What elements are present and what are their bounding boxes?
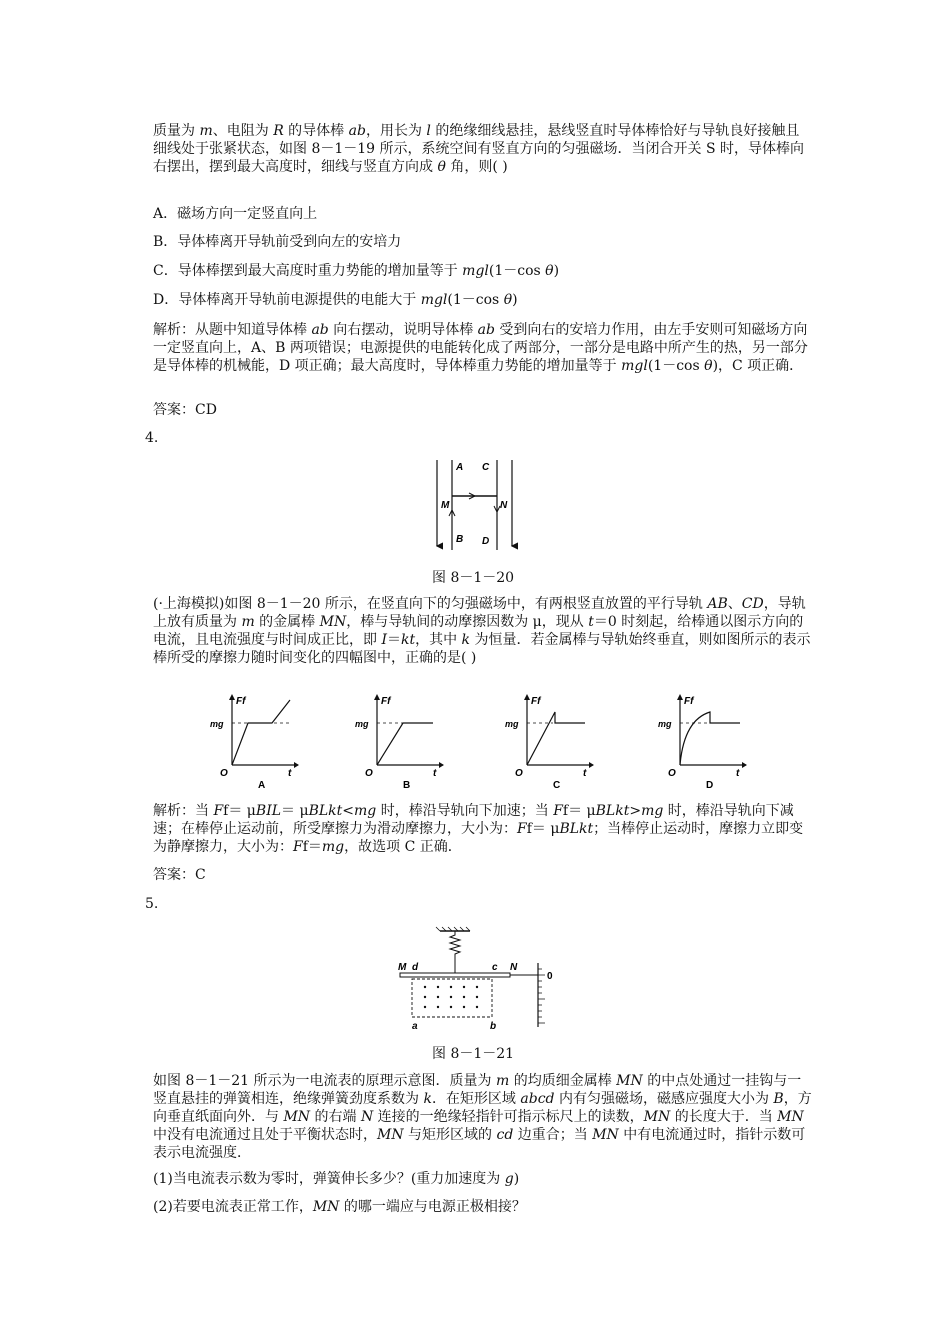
math-var: mg bbox=[321, 839, 345, 855]
text-run: 内有匀强磁场，磁感应强度大小为 bbox=[554, 1091, 774, 1107]
text-run: < bbox=[342, 803, 355, 819]
math-var: F bbox=[293, 839, 303, 855]
text-run: 解析：从题中知道导体棒 bbox=[153, 322, 312, 338]
text-run: f＝ μ bbox=[526, 821, 560, 837]
label-n: N bbox=[510, 962, 518, 973]
q3-option-b bbox=[153, 233, 813, 251]
text-run: 的绝缘细线悬挂，悬线竖直时导体棒恰好与导轨良好接触且细线处于张紧状态，如图 8－1－19 所示，系统空间有竖直方向的匀强磁场．当闭合开关 S 时，导体棒向右摆出，摆到最大高度时，细线与竖直方向成 bbox=[153, 123, 805, 175]
math-var: BIL bbox=[255, 803, 282, 819]
q3-option-d bbox=[153, 291, 813, 309]
math-var: CD bbox=[741, 596, 764, 612]
math-var: R bbox=[273, 123, 284, 139]
text-run: C．导体棒摆到最大高度时重力势能的增加量等于 bbox=[153, 263, 463, 279]
spring-icon bbox=[450, 931, 460, 973]
label-m: M bbox=[441, 500, 450, 511]
graph-b-ff: Ff bbox=[381, 696, 391, 707]
text-run: 的中点处通过一挂钩与一竖直悬挂的弹簧相连，绝缘弹簧劲度系数为 bbox=[153, 1073, 802, 1107]
text-run: ；当棒停止运动时，摩擦力立即变为静摩擦力，大小为： bbox=[153, 821, 804, 855]
math-var: F bbox=[517, 821, 527, 837]
text-run: ，导轨上放有质量为 bbox=[153, 596, 806, 630]
text-run: (1－cos bbox=[488, 263, 546, 279]
text-run: 与矩形区域的 bbox=[403, 1127, 497, 1143]
math-var: θ bbox=[437, 159, 446, 175]
math-var: t bbox=[588, 614, 594, 630]
math-var: mgl bbox=[621, 358, 648, 374]
text-run: ，棒与导轨间的动摩擦因数为 μ，现从 bbox=[346, 614, 589, 630]
math-var: k bbox=[423, 1091, 432, 1107]
text-run: 的金属棒 bbox=[254, 614, 320, 630]
text-run: (1)当电流表示数为零时，弹簧伸长多少？(重力加速度为 bbox=[153, 1171, 505, 1187]
math-var: ab bbox=[348, 123, 366, 139]
math-var: mg bbox=[354, 803, 377, 819]
graph-d-letter: D bbox=[706, 780, 714, 790]
q5-figure-caption: 图 8－1－21 bbox=[432, 1046, 515, 1062]
text-run: 时，棒沿导轨向下减速；在棒停止运动前，所受摩擦力为滑动摩擦力，大小为： bbox=[153, 803, 794, 837]
text-run: ) bbox=[512, 292, 518, 308]
text-run: 边重合；当 bbox=[513, 1127, 593, 1143]
q5-number: 5. bbox=[145, 896, 159, 912]
graph-c-o: O bbox=[515, 768, 523, 779]
math-var: θ bbox=[704, 358, 713, 374]
math-var: MN bbox=[283, 1109, 311, 1125]
text-run: 的哪一端应与电源正极相接？ bbox=[339, 1199, 526, 1215]
text-run: 向右摆动，说明导体棒 bbox=[328, 322, 478, 338]
text-run: f＝ μ bbox=[562, 803, 596, 819]
text-run: B．导体棒离开导轨前受到向左的安培力 bbox=[153, 234, 402, 250]
text-run: 中没有电流通过且处于平衡状态时， bbox=[153, 1127, 377, 1143]
graph-d-t: t bbox=[736, 768, 740, 779]
field-dots bbox=[424, 986, 478, 1008]
q4-figure-rails bbox=[425, 458, 525, 552]
math-var: BLkt bbox=[308, 803, 343, 819]
graph-c-letter: C bbox=[553, 780, 561, 790]
text-run: 连接的一绝缘轻指针可指示标尺上的读数， bbox=[373, 1109, 644, 1125]
math-var: MN bbox=[643, 1109, 671, 1125]
graph-a-ff: Ff bbox=[236, 696, 246, 707]
graph-a bbox=[210, 694, 299, 790]
math-var: ab bbox=[477, 322, 495, 338]
label-zero: 0 bbox=[547, 971, 553, 982]
math-var: F bbox=[213, 803, 224, 819]
graph-b-mg: mg bbox=[355, 719, 369, 729]
math-var: mg bbox=[641, 803, 664, 819]
graph-b-t: t bbox=[433, 768, 437, 779]
q4-number: 4. bbox=[145, 430, 159, 446]
q3-answer: 答案：CD bbox=[153, 402, 217, 418]
label-b: b bbox=[490, 1021, 497, 1030]
text-run: 如图 8－1－21 所示为一电流表的原理示意图．质量为 bbox=[153, 1073, 496, 1089]
math-var: l bbox=[426, 123, 431, 139]
text-run: 的长度大于．当 bbox=[670, 1109, 778, 1125]
text-run: ，用长为 bbox=[365, 123, 427, 139]
math-var: cd bbox=[496, 1127, 514, 1143]
text-run: f＝ bbox=[302, 839, 322, 855]
text-run: ．在矩形区域 bbox=[431, 1091, 521, 1107]
math-var: θ bbox=[545, 263, 554, 279]
label-a: a bbox=[412, 1021, 418, 1030]
field-region bbox=[412, 979, 492, 1017]
label-d: D bbox=[482, 536, 490, 547]
graph-a-o: O bbox=[220, 768, 228, 779]
math-var: MN bbox=[777, 1109, 804, 1125]
q4-figure-caption: 图 8－1－20 bbox=[432, 570, 515, 586]
math-var: MN bbox=[377, 1127, 404, 1143]
graph-a-letter: A bbox=[258, 780, 266, 790]
text-run: 的均质细金属棒 bbox=[509, 1073, 617, 1089]
graph-d bbox=[658, 694, 747, 790]
math-var: MN bbox=[319, 614, 347, 630]
q4-stem bbox=[153, 595, 813, 667]
math-var: AB bbox=[707, 596, 728, 612]
label-c: C bbox=[482, 462, 490, 473]
text-run: 中有电流通过时，指针示数可表示电流强度． bbox=[153, 1127, 806, 1161]
math-var: θ bbox=[503, 292, 513, 308]
q4-answer: 答案：C bbox=[153, 867, 206, 883]
q5-figure bbox=[392, 925, 562, 1030]
text-run: ，故选项 C 正确． bbox=[344, 839, 462, 855]
math-var: g bbox=[504, 1171, 514, 1187]
label-c: c bbox=[492, 962, 498, 973]
math-var: m bbox=[241, 614, 255, 630]
text-run: 时，棒沿导轨向下加速；当 bbox=[376, 803, 554, 819]
text-run: D．导体棒离开导轨前电源提供的电能大于 bbox=[153, 292, 421, 308]
graph-a-mg: mg bbox=[210, 719, 224, 729]
text-run: > bbox=[629, 803, 642, 819]
math-var: ab bbox=[311, 322, 329, 338]
math-var: MN bbox=[616, 1073, 643, 1089]
math-var: MN bbox=[592, 1127, 619, 1143]
text-run: f＝ μ bbox=[223, 803, 256, 819]
text-run: (·上海模拟)如图 8－1－20 所示，在竖直向下的匀强磁场中，有两根竖直放置的平行导轨 bbox=[153, 596, 708, 612]
math-var: m bbox=[199, 123, 213, 139]
text-run: 的导体棒 bbox=[283, 123, 349, 139]
q5-stem bbox=[153, 1072, 813, 1162]
text-run: ＝ bbox=[386, 632, 401, 648]
text-run: 质量为 bbox=[153, 123, 200, 139]
text-run: 、 bbox=[727, 596, 742, 612]
graph-d-mg: mg bbox=[658, 719, 672, 729]
graph-b-letter: B bbox=[403, 780, 411, 790]
math-var: BLkt bbox=[559, 821, 594, 837]
label-a: A bbox=[456, 462, 464, 473]
text-run: 解析：当 bbox=[153, 803, 214, 819]
graph-c bbox=[505, 694, 594, 790]
graph-c-mg: mg bbox=[505, 719, 519, 729]
graph-b bbox=[355, 694, 444, 790]
text-run: 、电阻为 bbox=[212, 123, 274, 139]
q3-stem bbox=[153, 122, 813, 176]
label-m: M bbox=[398, 962, 407, 973]
math-var: N bbox=[360, 1109, 374, 1125]
math-var: mgl bbox=[462, 263, 489, 279]
math-var: F bbox=[553, 803, 563, 819]
label-n: N bbox=[500, 500, 508, 511]
q4-graphs bbox=[200, 690, 760, 790]
text-run: )，C 项正确． bbox=[712, 358, 804, 374]
q4-analysis bbox=[153, 802, 813, 856]
math-var: mgl bbox=[420, 292, 448, 308]
text-run: 的右端 bbox=[310, 1109, 361, 1125]
q3-option-c bbox=[153, 262, 813, 280]
text-run: (1－cos bbox=[447, 292, 504, 308]
text-run: 受到向右的安培力作用，由左手安则可知磁场方向一定竖直向上，A、B 两项错误；电源提供的电能转化成了两部分，一部分是电路中所产生的热，另一部分是导体棒的机械能，D 项正确；最大高度时，导体棒重力势能的增加量等于 bbox=[153, 322, 808, 374]
graph-c-ff: Ff bbox=[531, 696, 541, 707]
math-var: k bbox=[461, 632, 471, 648]
rod-mn bbox=[400, 973, 510, 977]
math-var: BLkt bbox=[595, 803, 630, 819]
math-var: B bbox=[773, 1091, 784, 1107]
q3-option-a bbox=[153, 205, 813, 223]
math-var: I bbox=[381, 632, 387, 648]
label-d: d bbox=[412, 962, 419, 973]
math-var: kt bbox=[400, 632, 416, 648]
text-run: ＝ μ bbox=[281, 803, 309, 819]
text-run: A．磁场方向一定竖直向上 bbox=[153, 206, 318, 222]
text-run: 为恒量．若金属棒与导轨始终垂直，则如图所示的表示棒所受的摩擦力随时间变化的四幅图中，正确的是( ) bbox=[153, 632, 811, 666]
math-var: abcd bbox=[520, 1091, 555, 1107]
math-var: MN bbox=[312, 1199, 340, 1215]
graph-d-ff: Ff bbox=[684, 696, 694, 707]
q5-sub1 bbox=[153, 1170, 813, 1188]
text-run: ) bbox=[553, 263, 560, 279]
graph-a-t: t bbox=[288, 768, 292, 779]
graph-d-o: O bbox=[668, 768, 676, 779]
text-run: (1－cos bbox=[647, 358, 705, 374]
text-run: ，其中 bbox=[415, 632, 462, 648]
graph-c-t: t bbox=[583, 768, 587, 779]
label-b: B bbox=[456, 534, 464, 545]
text-run: ，方向垂直纸面向外．与 bbox=[153, 1091, 812, 1125]
q3-analysis bbox=[153, 321, 813, 375]
text-run: ) bbox=[513, 1171, 520, 1187]
text-run: ＝0 时刻起，给棒通以图示方向的电流，且电流强度与时间成正比，即 bbox=[153, 614, 804, 648]
math-var: m bbox=[495, 1073, 510, 1089]
text-run: (2)若要电流表正常工作， bbox=[153, 1199, 313, 1215]
text-run: 角，则( ) bbox=[445, 159, 508, 175]
q5-sub2 bbox=[153, 1198, 813, 1216]
graph-b-o: O bbox=[365, 768, 373, 779]
